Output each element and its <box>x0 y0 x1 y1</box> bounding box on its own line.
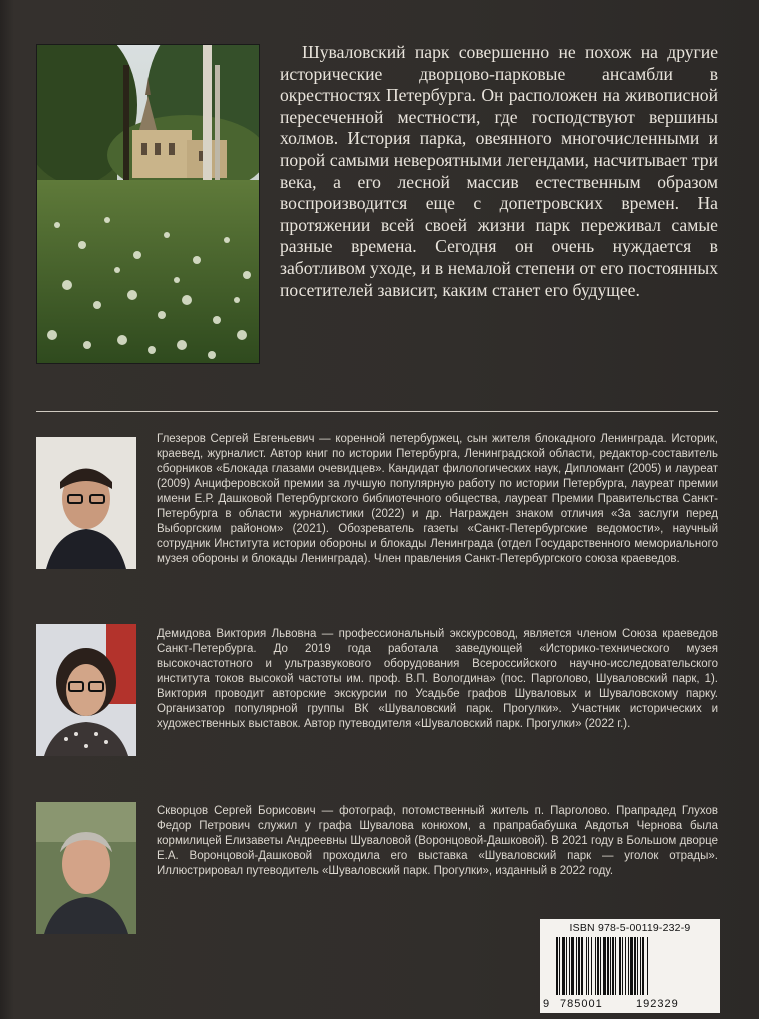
author-bio-skvortsov: Скворцов Сергей Борисович — фотограф, потомственный житель п. Парголово. Прапрадед Глухов Федор Петрович служил у графа Шувалова конюхом, а прапрабабушка Авдотья Чернова была кормилицей Елизаветы Андреевны Шуваловой (Воронцовой-Дашковой). В 2021 году в Большом дворце Е.А. Воронцовой-Дашковой проходила его выставка «Шуваловский парк — уголок отрады». Иллюстрировал путеводитель «Шуваловский парк. Прогулки», изданный в 2022 году. <box>157 805 718 877</box>
author-portrait-glezerov <box>36 437 136 569</box>
author-bio-demidova: Демидова Виктория Львовна — профессиональный экскурсовод, является членом Союза краеведов Санкт-Петербурга. До 2019 года работала заведующей «Историко-технического музея высокочастотного и ультразвукового оборудования Всероссийского научно-исследовательского института токов высокой частоты им. проф. В.П. Вологдина» (пос. Парголово, Шуваловский парк, 1). Виктория проводит авторские экскурсии по Усадьбе графов Шуваловых и Шуваловскому парку. Организатор популярной группы ВК «Шуваловский парк. Прогулки». Участник исторических и художественных выставок. Автор путеводителя «Шуваловский парк. Прогулки» (2022 г.). <box>157 628 718 730</box>
portrait-image <box>36 624 136 756</box>
barcode-digit-first: 9 <box>543 998 551 1010</box>
author-portrait-skvortsov <box>36 802 136 934</box>
book-annotation: Шуваловский парк совершенно не похож на другие исторические дворцово-парковые ансамбли в окрестностях Петербурга. Он расположен на живописной пересеченной местности, где господствуют вершины холмов. История парка, овеянного многочисленными и порой самыми невероятными легендами, насчитывает три века, а его лесной массив естественным образом воспроизводится еще с допетровских времен. На протяжении всей своей жизни парк переживал самые разные времена. Сегодня он очень нуждается в заботливом уходе, и в немалой степени от его постоянных посетителей зависит, каким станет его будущее. <box>280 42 718 300</box>
barcode-icon <box>552 937 710 997</box>
isbn-label: ISBN 978-5-00119-232-9 <box>569 922 691 934</box>
park-church-photo <box>36 44 260 364</box>
barcode-digits-right: 192329 <box>636 998 679 1010</box>
author-portrait-demidova <box>36 624 136 756</box>
author-bio-glezerov: Глезеров Сергей Евгеньевич — коренной петербуржец, сын жителя блокадного Ленинграда. Историк, краевед, журналист. Автор книг по истории Петербурга, Ленинградской области, редактор-составитель сборников «Блокада глазами очевидцев». Кандидат филологических наук, Дипломант (2005) и лауреат (2009) Анциферовской премии за лучшую популярную работу по истории Петербурга, лауреат премии имени Е.Р. Дашковой Петербургского библиотечного общества, лауреат Премии Правительства Санкт-Петербурга в области журналистики (2022) и др. Награжден знаком отличия «За заслуги перед Выборгским районом» (2021). Обозреватель газеты «Санкт-Петербургские ведомости», научный сотрудник Института истории обороны и блокады Ленинграда (отдел Государственного мемориального музея обороны и блокады Ленинграда). Член правления Санкт-Петербургского союза краеведов. <box>157 433 718 565</box>
portrait-image <box>36 437 136 569</box>
park-church-photo-image <box>37 45 259 363</box>
portrait-image <box>36 802 136 934</box>
isbn-barcode-block <box>540 919 720 1013</box>
barcode-digits-left: 785001 <box>560 998 603 1010</box>
section-divider <box>36 411 718 412</box>
